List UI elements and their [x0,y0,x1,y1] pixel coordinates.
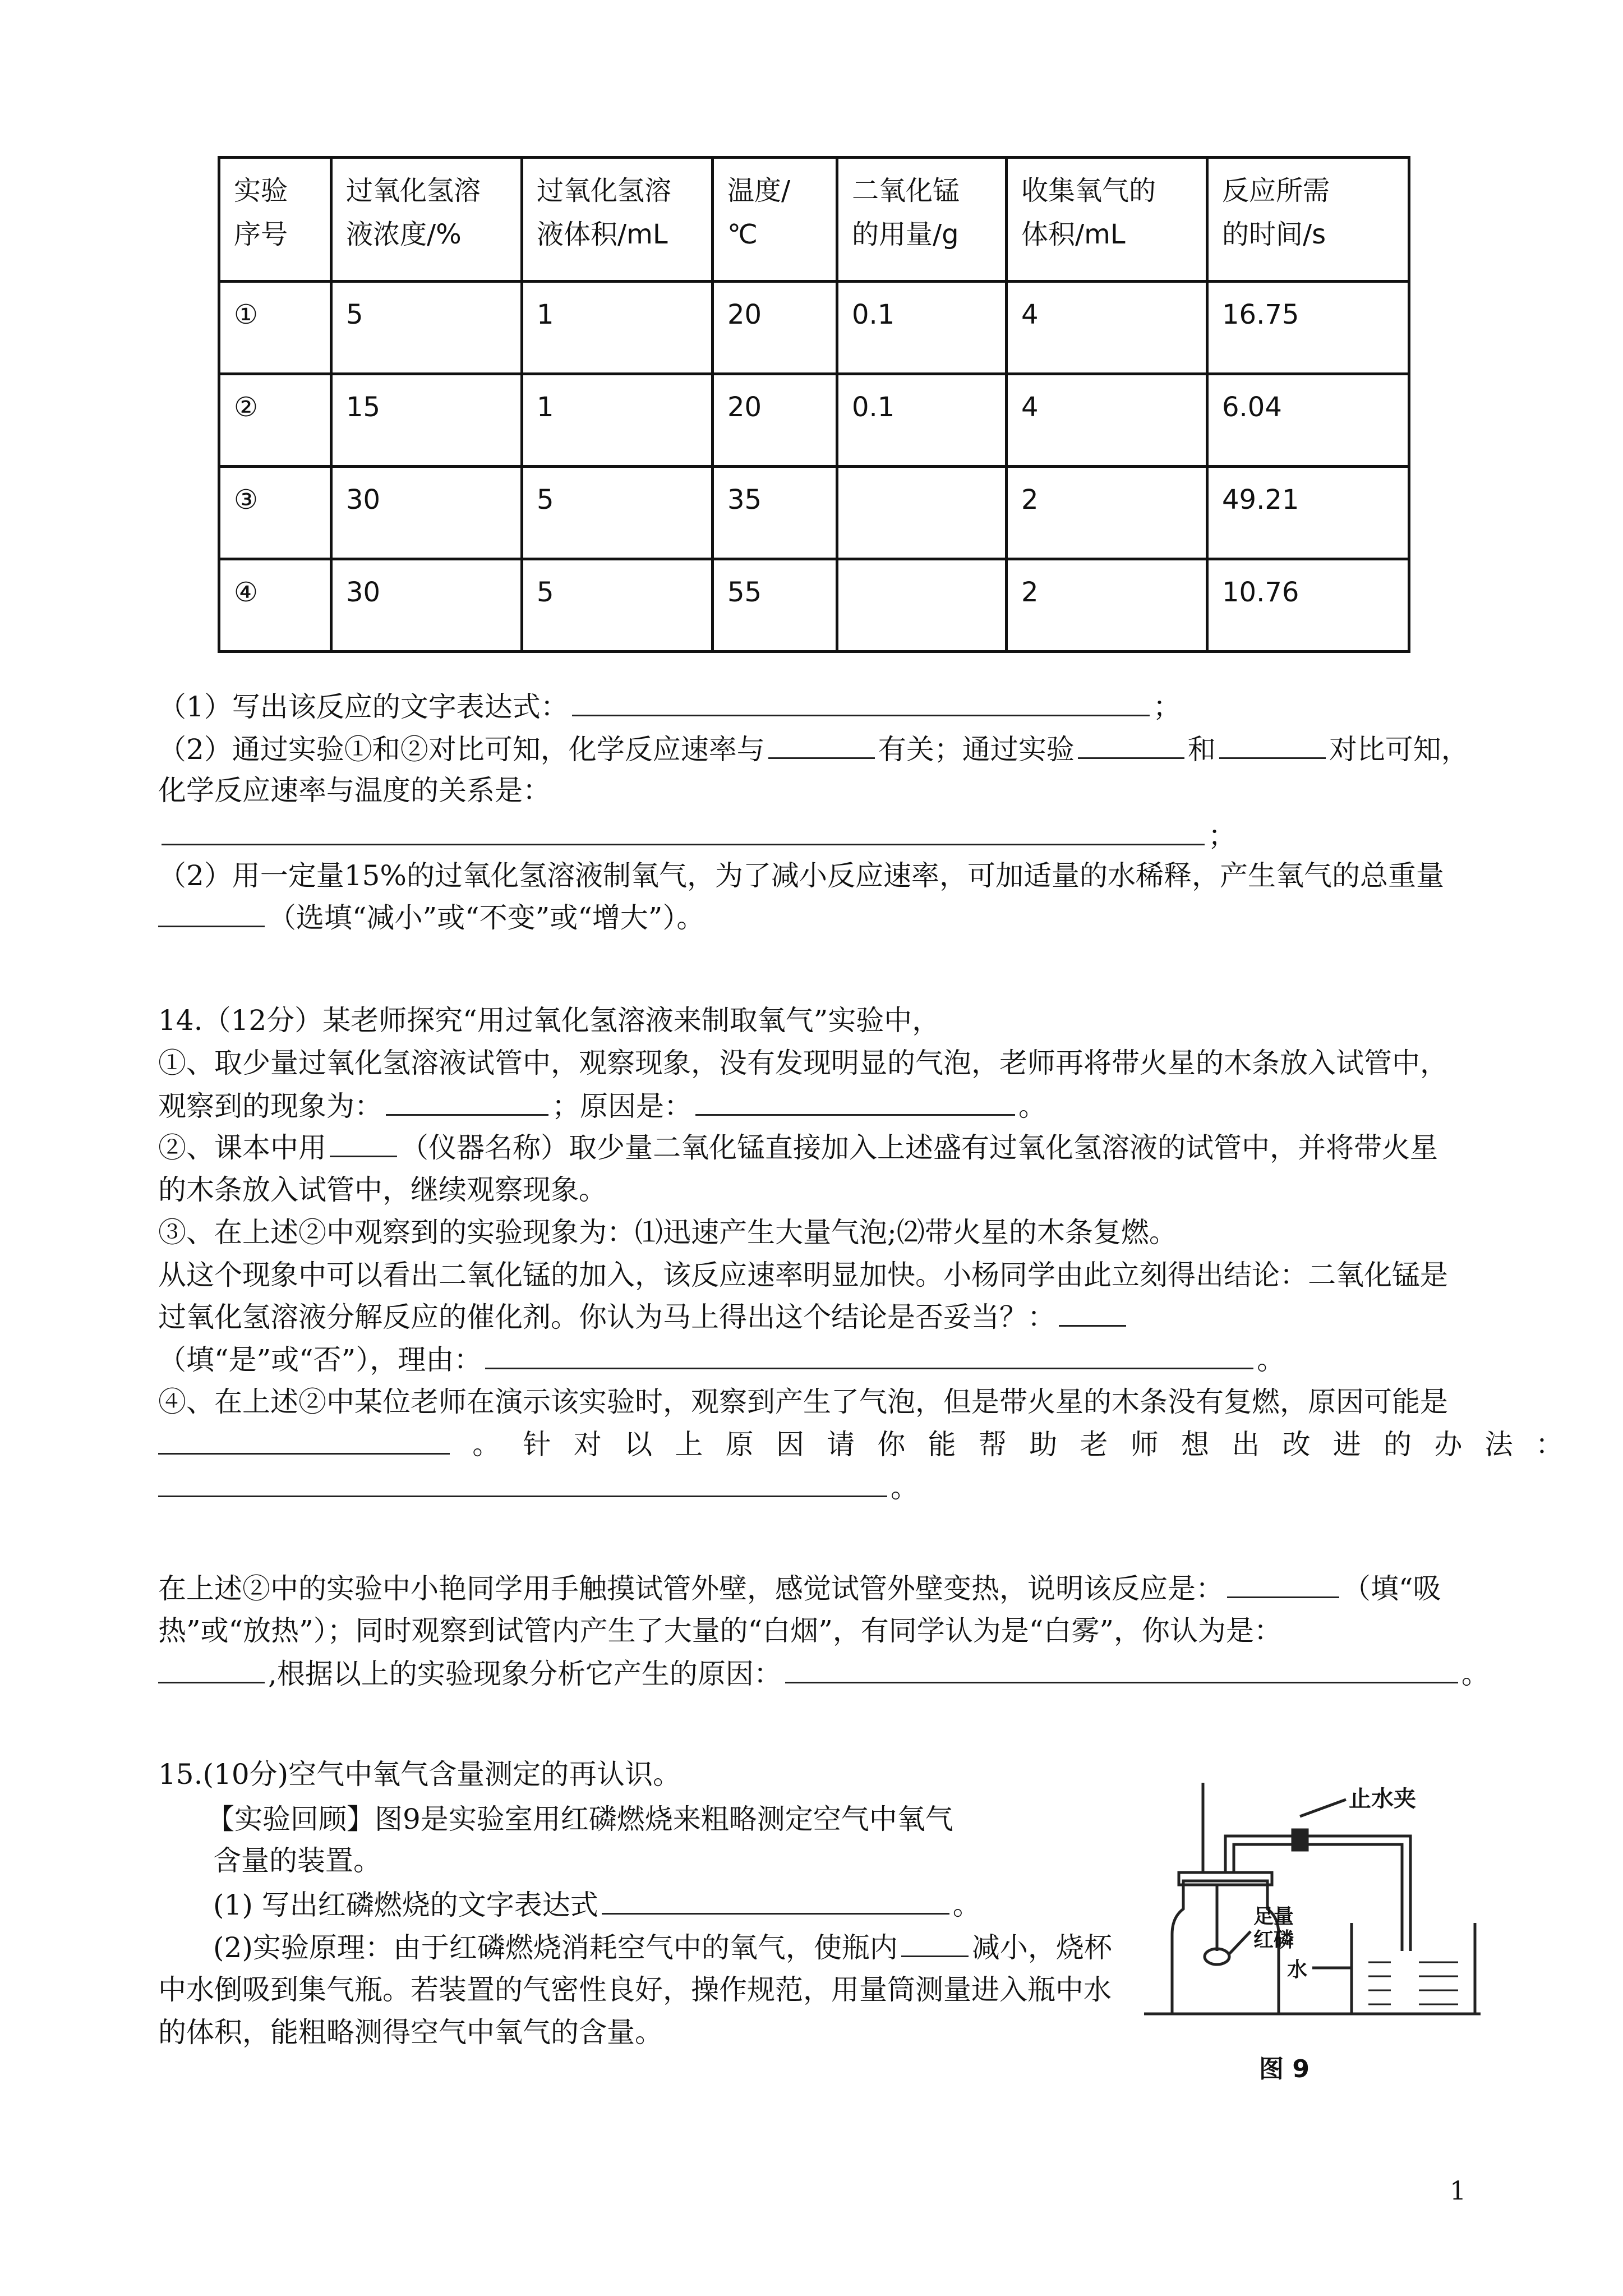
q15-part2-line2: 中水倒吸到集气瓶。若装置的气密性良好，操作规范，用量筒测量进入瓶中水 [158,1973,1112,2006]
q13-part2-line2: 化学反应速率与温度的关系是： [158,774,551,807]
answer-blank[interactable] [572,687,1150,716]
figure-9-apparatus [1144,1783,1492,2097]
q14-step1: ①、取少量过氧化氢溶液试管中，观察现象，没有发现明显的气泡，老师再将带火星的木条放入试管中， [158,1047,1448,1079]
table-cell: 20 [713,282,837,374]
answer-blank[interactable] [158,898,265,927]
water-lines [1368,1962,1458,2004]
table-cell: 15 [331,374,522,467]
label-water: 水 [1287,1958,1308,1981]
q14-step3-line3: 过氧化氢溶液分解反应的催化剂。你认为马上得出这个结论是否妥当？： [158,1297,1129,1337]
q13-part2: （2）通过实验①和②对比可知，化学反应速率与 有关；通过实验 和 对比可知， [158,729,1469,769]
phosphorus-spoon [1205,1949,1229,1964]
table-cell: 20 [713,374,837,467]
q15-review: 【实验回顾】图9是实验室用红磷燃烧来粗略测定空气中氧气 [206,1803,953,1835]
table-header-cell: 二氧化锰 的用量/g [837,158,1007,282]
answer-blank[interactable] [602,1885,949,1915]
q15-part2-line3: 的体积，能粗略测得空气中氧气的含量。 [158,2016,663,2049]
table-cell: 2 [1007,467,1207,559]
table-cell: ③ [219,467,331,559]
experiment-table [218,156,1410,653]
q14-step3-line4: （填“是”或“否”），理由： 。 [158,1340,1285,1379]
q14-step5: 在上述②中的实验中小艳同学用手触摸试管外壁，感觉试管外壁变热，说明该反应是： （填“吸 [158,1568,1441,1608]
answer-blank[interactable] [695,1086,1015,1116]
answer-blank[interactable] [1059,1297,1126,1327]
table-cell [837,467,1007,559]
answer-blank[interactable] [1219,729,1326,759]
answer-blank[interactable] [330,1128,397,1157]
q13-part2-answer-line: ； [158,816,1236,855]
table-cell: 4 [1007,374,1207,467]
answer-blank[interactable] [768,729,875,759]
q14-step4-line2: 。 针 对 以 上 原 因 请 你 能 帮 助 老 师 想 出 改 进 的 办 法 ： [158,1425,1564,1464]
table-cell: 30 [331,559,522,652]
q14-step4: ④、在上述②中某位老师在演示该实验时，观察到产生了气泡，但是带火星的木条没有复燃，原因可能是 [158,1386,1448,1418]
beaker [1352,1923,1475,2014]
label-phosphorus-1: 足量 [1253,1905,1294,1928]
answer-blank[interactable] [162,816,1205,845]
q14-step5-line3: ,根据以上的实验现象分析它产生的原因： 。 [158,1654,1490,1694]
answer-blank[interactable] [901,1927,969,1957]
q14-step3-line2: 从这个现象中可以看出二氧化锰的加入，该反应速率明显加快。小杨同学由此立刻得出结论：二氧化锰是 [158,1259,1448,1291]
answer-blank[interactable] [785,1654,1458,1683]
table-cell: 0.1 [837,374,1007,467]
table-cell: 6.04 [1207,374,1409,467]
q14-title: 14.（12分）某老师探究“用过氧化氢溶液来制取氧气”实验中， [158,1004,940,1037]
table-cell: 1 [522,282,713,374]
q13-part3-line2: （选填“减小”或“不变”或“增大”）。 [158,898,704,937]
answer-blank[interactable] [485,1340,1253,1369]
table-cell: 35 [713,467,837,559]
table-cell: 1 [522,374,713,467]
bottle-stopper [1179,1872,1272,1885]
table-header-cell: 过氧化氢溶 液体积/mL [522,158,713,282]
table-row [219,559,1409,652]
table-cell: 4 [1007,282,1207,374]
label-phosphorus-2: 红磷 [1253,1929,1294,1952]
q14-step2-line2: 的木条放入试管中，继续观察现象。 [158,1174,607,1206]
q15-review-line2: 含量的装置。 [213,1844,381,1877]
label-clamp: 止水夹 [1349,1786,1416,1812]
table-cell: ① [219,282,331,374]
table-cell: ② [219,374,331,467]
page-number: 1 [1450,2175,1467,2206]
table-header-cell: 反应所需 的时间/s [1207,158,1409,282]
table-row [219,282,1409,374]
table-row [219,467,1409,559]
q14-step4-line3: 。 [158,1467,919,1507]
table-cell: 49.21 [1207,467,1409,559]
table-cell: 30 [331,467,522,559]
q14-step3: ③、在上述②中观察到的实验现象为：⑴迅速产生大量气泡;⑵带火星的木条复燃。 [158,1216,1177,1249]
table-cell: 2 [1007,559,1207,652]
table-header-cell: 实验 序号 [219,158,331,282]
figure-caption: 图 9 [1259,2055,1310,2083]
table-cell: 16.75 [1207,282,1409,374]
q15-part1: (1) 写出红磷燃烧的文字表达式 。 [213,1885,981,1925]
answer-blank[interactable] [158,1467,887,1497]
table-header-cell: 过氧化氢溶 液浓度/% [331,158,522,282]
table-row [219,374,1409,467]
answer-blank[interactable] [1078,729,1184,759]
q13-part1: （1）写出该反应的文字表达式： ； [158,687,1181,726]
table-cell: 10.76 [1207,559,1409,652]
table-cell: 5 [522,467,713,559]
table-cell: 5 [522,559,713,652]
q14-step1-line2: 观察到的现象为： ；原因是： 。 [158,1086,1046,1126]
q14-step2: ②、课本中用 （仪器名称）取少量二氧化锰直接加入上述盛有过氧化氢溶液的试管中，并将带火星 [158,1128,1438,1167]
answer-blank[interactable] [158,1425,450,1455]
answer-blank[interactable] [1227,1568,1339,1598]
table-header-row [219,158,1409,282]
q14-step5-line2: 热”或“放热”）；同时观察到试管内产生了大量的“白烟”，有同学认为是“白雾”，你认为是： [158,1614,1282,1647]
table-cell: 0.1 [837,282,1007,374]
clamp [1293,1830,1307,1850]
table-cell: ④ [219,559,331,652]
answer-blank[interactable] [158,1654,265,1683]
clamp-pointer [1300,1800,1346,1816]
table-cell: 55 [713,559,837,652]
answer-blank[interactable] [386,1086,548,1116]
table-header-cell: 收集氧气的 体积/mL [1007,158,1207,282]
table-cell [837,559,1007,652]
q15-part2: (2)实验原理：由于红磷燃烧消耗空气中的氧气，使瓶内 减小，烧杯 [213,1927,1112,1967]
q13-part3: （2）用一定量15%的过氧化氢溶液制氧气，为了减小反应速率，可加适量的水稀释，产生氧气的总重量 [158,859,1444,892]
q15-title: 15.(10分)空气中氧气含量测定的再认识。 [158,1758,681,1791]
table-cell: 5 [331,282,522,374]
table-header-cell: 温度/ ℃ [713,158,837,282]
